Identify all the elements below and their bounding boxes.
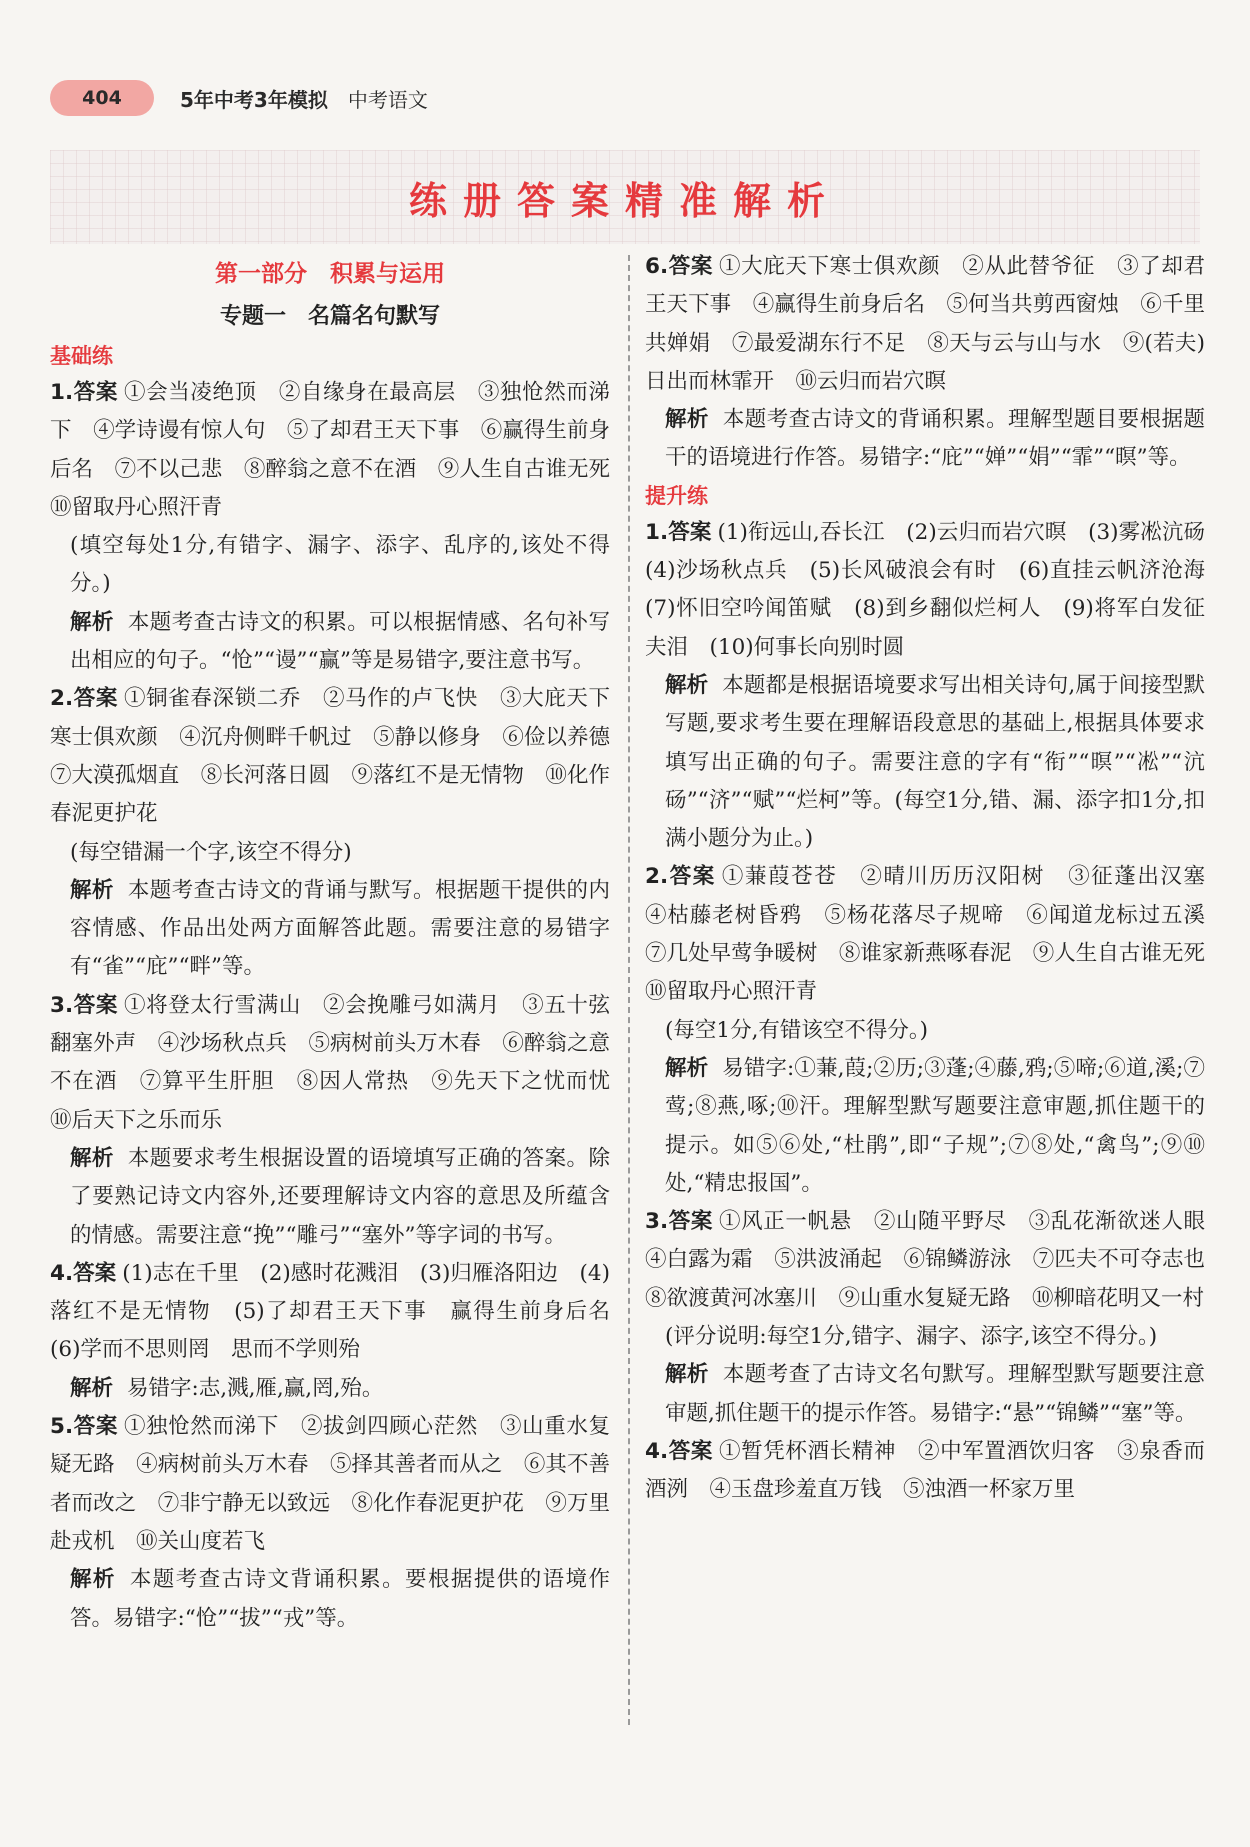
- question-item: 1.答案 (1)衔远山,吞长江 (2)云归而岩穴暝 (3)雾凇沆砀 (4)沙场秋点兵 (5)长风破浪会有时 (6)直挂云帆济沧海 (7)怀旧空吟闻笛赋 (8)到乡翻似烂柯人 (9)将军白发征夫泪 (10)何事长向别时圆: [645, 519, 1227, 660]
- right-column: [645, 248, 1227, 1510]
- answer-text: (1)衔远山,吞长江 (2)云归而岩穴暝 (3)雾凇沆砀 (4)沙场秋点兵 (5)长风破浪会有时 (6)直挂云帆济沧海 (7)怀旧空吟闻笛赋 (8)到乡翻似烂柯人 (9)将军白发征夫泪 (10)何事长向别时圆: [645, 519, 1227, 660]
- answer-text: ①暂凭杯酒长精神 ②中军置酒饮归客 ③泉香而酒洌 ④玉盘珍羞直万钱 ⑤浊酒一杯家万里: [645, 1438, 1205, 1503]
- question-item: 2.答案 ①蒹葭苍苍 ②晴川历历汉阳树 ③征蓬出汉塞 ④枯藤老树昏鸦 ⑤杨花落尽子规啼 ⑥闻道龙标过五溪 ⑦几处早莺争暖树 ⑧谁家新燕啄春泥 ⑨人生自古谁无死 ⑩留取丹心照汗青: [645, 864, 1227, 1005]
- question-item: 3.答案 ①将登太行雪满山 ②会挽雕弓如满月 ③五十弦翻塞外声 ④沙场秋点兵 ⑤病树前头万木春 ⑥醉翁之意不在酒 ⑦算平生肝胆 ⑧因人常热 ⑨先天下之忧而忧 ⑩后天下之乐而乐: [50, 992, 632, 1133]
- answer-text: ①会当凌绝顶 ②自缘身在最高层 ③独怆然而涕下 ④学诗谩有惊人句 ⑤了却君王天下事 ⑥赢得生前身后名 ⑦不以己悲 ⑧醉翁之意不在酒 ⑨人生自古谁无死 ⑩留取丹心照汗青: [50, 380, 632, 520]
- answer-text: ①将登太行雪满山 ②会挽雕弓如满月 ③五十弦翻塞外声 ④沙场秋点兵 ⑤病树前头万木春 ⑥醉翁之意不在酒 ⑦算平生肝胆 ⑧因人常热 ⑨先天下之忧而忧 ⑩后天下之乐而乐: [50, 992, 632, 1133]
- analysis: 解析 易错字:①蒹,葭;②历;③蓬;④藤,鸦;⑤啼;⑥道,溪;⑦莺;⑧燕,啄;⑩汗。理解型默写题要注意审题,抓住题干的提示。如⑤⑥处,“杜鹃”,即“子规”;⑦⑧处,“禽鸟”;⑨⑩处,“精忠报国”。: [665, 1055, 1205, 1196]
- question-item: 4.答案 ①暂凭杯酒长精神 ②中军置酒饮归客 ③泉香而酒洌 ④玉盘珍羞直万钱 ⑤浊酒一杯家万里: [645, 1438, 1205, 1503]
- analysis: 解析 本题考查古诗文的积累。可以根据情感、名句补写出相应的句子。“怆”“谩”“赢”等是易错字,要注意书写。: [70, 609, 610, 674]
- analysis: 解析 本题考查了古诗文名句默写。理解型默写题要注意审题,抓住题干的提示作答。易错字:“悬”“锦鳞”“塞”等。: [665, 1362, 1205, 1426]
- title-banner: [50, 150, 1200, 244]
- answer-text: ①大庇天下寒士俱欢颜 ②从此替爷征 ③了却君王天下事 ④赢得生前身后名 ⑤何当共剪西窗烛 ⑥千里共婵娟 ⑦最爱湖东行不足 ⑧天与云与山与水 ⑨(若夫)日出而林霏开 ⑩云归而岩穴暝: [645, 254, 1205, 394]
- question-item: 1.答案 ①会当凌绝顶 ②自缘身在最高层 ③独怆然而涕下 ④学诗谩有惊人句 ⑤了却君王天下事 ⑥赢得生前身后名 ⑦不以己悲 ⑧醉翁之意不在酒 ⑨人生自古谁无死 ⑩留取丹心照汗青: [50, 380, 632, 520]
- scoring-note: (每空1分,有错该空不得分。): [665, 1017, 929, 1043]
- question-item: 4.答案 (1)志在千里 (2)感时花溅泪 (3)归雁洛阳边 (4)落红不是无情物 (5)了却君王天下事 赢得生前身后名 (6)学而不思则罔 思而不学则殆: [50, 1260, 632, 1363]
- question-item: 2.答案 ①铜雀春深锁二乔 ②马作的卢飞快 ③大庇天下寒士俱欢颜 ④沉舟侧畔千帆过 ⑤静以修身 ⑥俭以养德 ⑦大漠孤烟直 ⑧长河落日圆 ⑨落红不是无情物 ⑩化作春泥更护花: [50, 686, 632, 827]
- question-item: 6.答案 ①大庇天下寒士俱欢颜 ②从此替爷征 ③了却君王天下事 ④赢得生前身后名 ⑤何当共剪西窗烛 ⑥千里共婵娟 ⑦最爱湖东行不足 ⑧天与云与山与水 ⑨(若夫)日出而林霏开 ⑩云归而岩穴暝: [645, 254, 1205, 394]
- analysis: 解析 易错字:志,溅,雁,赢,罔,殆。: [70, 1375, 384, 1401]
- analysis: 解析 本题都是根据语境要求写出相关诗句,属于间接型默写题,要求考生要在理解语段意思的基础上,根据具体要求填写出正确的句子。需要注意的字有“衔”“暝”“凇”“沆砀”“济”“赋”“烂柯”等。(每空1分,错、漏、添字扣1分,扣满小题分为止。): [665, 672, 1205, 852]
- question-item: 3.答案 ①风正一帆悬 ②山随平野尽 ③乱花渐欲迷人眼 ④白露为霜 ⑤洪波涌起 ⑥锦鳞游泳 ⑦匹夫不可夺志也 ⑧欲渡黄河冰塞川 ⑨山重水复疑无路 ⑩柳暗花明又一村: [645, 1209, 1227, 1311]
- page-number-badge: 404: [50, 80, 154, 116]
- answer-text: ①蒹葭苍苍 ②晴川历历汉阳树 ③征蓬出汉塞 ④枯藤老树昏鸦 ⑤杨花落尽子规啼 ⑥闻道龙标过五溪 ⑦几处早莺争暖树 ⑧谁家新燕啄春泥 ⑨人生自古谁无死 ⑩留取丹心照汗青: [645, 864, 1227, 1005]
- analysis: 解析 本题考查古诗文背诵积累。要根据提供的语境作答。易错字:“怆”“拔”“戎”等。: [70, 1567, 610, 1631]
- part-title: 第一部分 积累与运用: [215, 261, 445, 287]
- banner-title: 练册答案精准解析: [408, 178, 841, 223]
- book-title: 5年中考3年模拟: [180, 87, 328, 112]
- answer-text: ①铜雀春深锁二乔 ②马作的卢飞快 ③大庇天下寒士俱欢颜 ④沉舟侧畔千帆过 ⑤静以修身 ⑥俭以养德 ⑦大漠孤烟直 ⑧长河落日圆 ⑨落红不是无情物 ⑩化作春泥更护花: [50, 686, 632, 827]
- subject-label: 中考语文: [347, 87, 428, 112]
- topic-title: 专题一 名篇名句默写: [219, 304, 440, 329]
- answer-text: ①风正一帆悬 ②山随平野尽 ③乱花渐欲迷人眼 ④白露为霜 ⑤洪波涌起 ⑥锦鳞游泳 ⑦匹夫不可夺志也 ⑧欲渡黄河冰塞川 ⑨山重水复疑无路 ⑩柳暗花明又一村: [645, 1209, 1227, 1311]
- section-heading-advanced: 提升练: [645, 483, 708, 508]
- analysis: 解析 本题考查古诗文的背诵积累。理解型题目要根据题干的语境进行作答。易错字:“庇”“婵”“娟”“霏”“暝”等。: [665, 407, 1205, 471]
- answer-text: ①独怆然而涕下 ②拔剑四顾心茫然 ③山重水复疑无路 ④病树前头万木春 ⑤择其善者而从之 ⑥其不善者而改之 ⑦非宁静无以致远 ⑧化作春泥更护花 ⑨万里赴戎机 ⑩关山度若飞: [50, 1414, 610, 1554]
- running-header: [50, 78, 428, 118]
- answer-text: (1)志在千里 (2)感时花溅泪 (3)归雁洛阳边 (4)落红不是无情物 (5)了却君王天下事 赢得生前身后名 (6)学而不思则罔 思而不学则殆: [50, 1260, 632, 1363]
- scoring-note: (每空错漏一个字,该空不得分): [70, 839, 352, 865]
- section-heading-basic: 基础练: [50, 344, 113, 368]
- scoring-note: (评分说明:每空1分,错字、漏字、添字,该空不得分。): [665, 1324, 1158, 1350]
- analysis: 解析 本题考查古诗文的背诵与默写。根据题干提供的内容情感、作品出处两方面解答此题。需要注意的易错字有“雀”“庇”“畔”等。: [70, 877, 610, 980]
- question-item: 5.答案 ①独怆然而涕下 ②拔剑四顾心茫然 ③山重水复疑无路 ④病树前头万木春 ⑤择其善者而从之 ⑥其不善者而改之 ⑦非宁静无以致远 ⑧化作春泥更护花 ⑨万里赴戎机 ⑩关山度若飞: [50, 1414, 610, 1554]
- left-column: [50, 248, 632, 1638]
- analysis: 解析 本题要求考生根据设置的语境填写正确的答案。除了要熟记诗文内容外,还要理解诗文内容的意思及所蕴含的情感。需要注意“挽”“雕弓”“塞外”等字词的书写。: [70, 1145, 610, 1248]
- scoring-note: (填空每处1分,有错字、漏字、添字、乱序的,该处不得分。): [70, 533, 610, 597]
